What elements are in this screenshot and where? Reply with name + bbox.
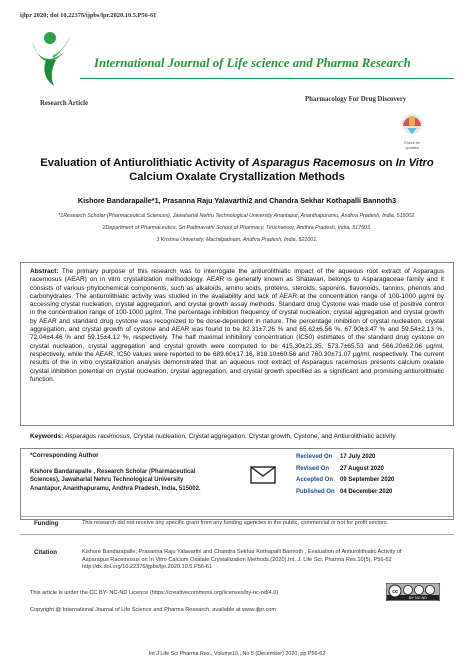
affiliation-2: 2Department of Pharmaceutics, Sri Padmavathi School of Pharmacy, Tiruchanoor, Andhra Pradesh, India, 517503. xyxy=(102,225,372,231)
journal-logo-icon xyxy=(24,30,76,88)
date-value: 09 September 2020 xyxy=(340,477,395,484)
badge-line2: updates xyxy=(405,145,419,150)
date-label: Published On xyxy=(296,488,335,495)
date-row xyxy=(296,452,394,464)
doi-line: ijlpr 2020; doi 10.22376/ijpbs/lpr.2020.10.5.P56-61 xyxy=(20,12,157,19)
citation-text xyxy=(82,549,452,572)
affiliation-1: *1Research Scholar (Pharmaceutical Sciences), Jawaharlal Nehru Technological University Anantapur, Ananthapuramu, Andhra Pradesh, India, 515002. xyxy=(58,213,416,219)
corresponding-line: Kishore Bandarapalle , Research Scholar (Pharmaceutical xyxy=(30,469,196,475)
keywords xyxy=(30,433,444,440)
title-italic: Asparagus Racemosus xyxy=(251,157,376,169)
article-title xyxy=(30,156,444,184)
date-row xyxy=(296,475,394,487)
page-footer: Int J Life Sci Pharma Res., Volume10., No 5 (December) 2020, pp P56-62 xyxy=(148,651,326,657)
title-line2: Calcium Oxalate Crystallization Methods xyxy=(129,171,345,183)
cc-licence-badge[interactable] xyxy=(386,583,440,601)
abstract xyxy=(30,268,444,384)
affiliation-3: 3 Krishna University, Machilipatnam, Andhra Pradesh, India, 521001. xyxy=(156,237,318,243)
abstract-text: The primary purpose of this research was to interrogate the antiurolithiatic impact of the aqueous root extract of Asparagus racemosus (AEAR) on in vitro crystallization methodology. AEAR is generally known as Shatavari, belongs to Asparagaceae family and it consists of various phytochemical components, such as alkaloids, amino acids, proteins, steroids, saponins, flavonoids, tannins, phenols and carbohydrates. The antiurolithiatic activity was studied in the availability and lack of AEAR at the concentration range of 100-1000 µg/ml by accessing crystal nucleation, crystal aggregation, and crystal growth assay methods. Standard drug Cystone was made use of positive control in the concentration range of 100-1000 µg/ml. The percentage inhibition frequency of crystal nucleation, crystal aggregation and crystal growth by AEAR and standard drug cystone was recognized to be dose-dependent in nature. The percentage inhibition of crystal nucleation, crystal aggregation, and crystal growth of cystone and AEAR was found to be 82.31±7.26 % and 65.62±6.56 %, 67.90±3.47 % and 59.54±2.13 %, 72.04±4.46 % and 59.15±4.12 %, respectively. The half maximal inhibitory concentration (IC50) estimates of the standard drug cystone on crystal nucleation, crystal aggregation and crystal growth were computed to be 415.30±21.35, 573.7±65.53 and 566.20±62.06 µg/ml, respectively, while the AEAR, IC50 values were reported to be 689.60±17.16, 818.10±60.56 and 760.30±71.07 µg/ml, respectively. The current results of the in vitro crystallization analysis demonstrated that an aqueous root extract of Asparagus racemosus presents calcium oxalate crystal inhibition potential on crystal nucleation, crystal aggregation, and crystal growth specified as a significant and promising antiurolithiatic function. xyxy=(30,268,444,383)
funding-label: Funding xyxy=(34,520,59,527)
abstract-label: Abstract: xyxy=(30,268,59,275)
keywords-italic: Asparagus racemosus, xyxy=(65,433,132,440)
creative-commons-icon xyxy=(386,583,440,601)
date-value: 27 August 2020 xyxy=(340,465,384,472)
corresponding-address xyxy=(30,468,230,493)
author-list: Kishore Bandarapalle*1, Prasanna Raju Yalavarthi2 and Chandra Sekhar Kothapalli Bannoth3 xyxy=(77,196,397,205)
corresponding-line: Sciences), Jawaharlal Nehru Technological University xyxy=(30,477,184,484)
funding-text: This research did not receive any specific grant from any funding agencies in the public, commercial or not for profit sectors. xyxy=(82,520,389,526)
article-type: Research Article xyxy=(40,100,88,107)
date-block xyxy=(296,452,394,498)
citation-label: Citation xyxy=(34,549,58,556)
copyright-text: Copyright @ International Journal of Life Science and Pharma Research, available at www.ijlpr.com xyxy=(30,607,277,613)
date-row xyxy=(296,464,394,476)
date-label: Recieved On xyxy=(296,454,333,460)
title-italic2: In Vitro xyxy=(395,157,434,169)
divider xyxy=(20,534,454,535)
cc-badge-text: BY NC ND xyxy=(408,596,428,601)
keywords-text: Crystal nucleation, Crystal aggregation, Crystal growth, Cystone, and Antiurolithiatic activity xyxy=(131,433,396,440)
header-rule xyxy=(80,78,454,79)
date-row xyxy=(296,487,394,499)
mail-icon[interactable] xyxy=(250,466,276,484)
check-for-updates-badge[interactable] xyxy=(397,112,427,150)
check-updates-icon xyxy=(397,112,427,136)
date-label: Revised On xyxy=(296,465,330,472)
citation-link[interactable]: http://dx.doi.org/10.22376/ijpbs/lpr.2020.10.5.P56-61 xyxy=(82,564,212,571)
journal-title: International Journal of Life science and Pharma Research xyxy=(94,56,411,70)
section-label: Pharmacology For Drug Discovery xyxy=(305,96,407,103)
badge-line1: Check for xyxy=(403,141,421,145)
date-label: Accepted On xyxy=(296,477,334,484)
licence-text: This article is under the CC BY- NC-ND Licence (https://creativecommons.org/licenses/by-nc-nd/4.0) xyxy=(30,590,279,596)
citation-line: Kishore Bandarapalle, Prasanna Raju Yalavarthi and Chandra Sekhar Kothapalli Bannoth , Evaluation of Antiurolithiatic Activity of xyxy=(82,549,402,555)
divider xyxy=(20,516,454,517)
corresponding-line: Anantapur, Ananthapuramu, Andhra Pradesh, India, 515002. xyxy=(30,485,201,492)
date-value: 17 July 2020 xyxy=(340,454,376,460)
svg-text:cc: cc xyxy=(392,589,398,595)
date-value: 04 December 2020 xyxy=(340,488,393,495)
title-mid: on xyxy=(375,157,396,169)
keywords-label: Keywords: xyxy=(30,433,64,440)
citation-line: Asparagus Racemosus on In Vitro Calcium Oxalate Crystallization Methods.(2020).Int. J. Life Sci. Pharma Res.10(5), P56-62 xyxy=(82,556,392,563)
title-pre: Evaluation of Antiurolithiatic Activity of xyxy=(40,157,252,169)
corresponding-heading: *Corresponding Author xyxy=(30,452,99,459)
